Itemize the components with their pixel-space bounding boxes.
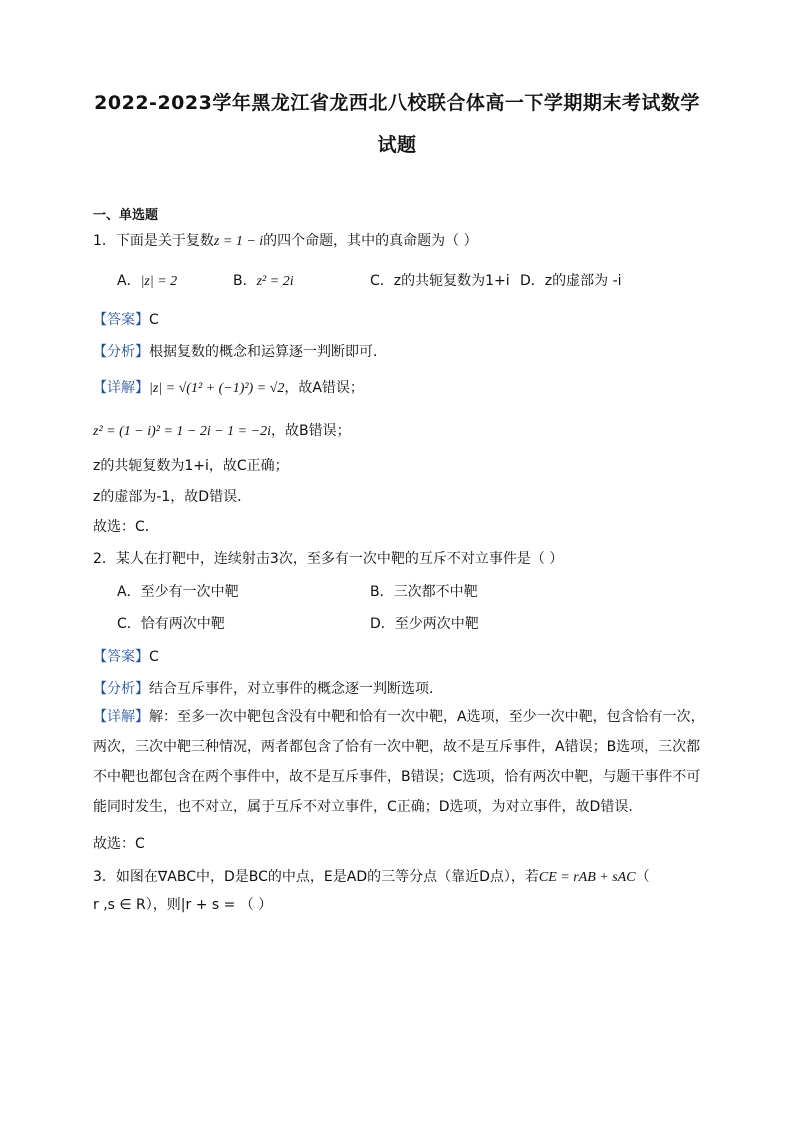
q1-detail-tag: 【详解】: [93, 380, 149, 396]
doc-title-line1: 2022-2023学年黑龙江省龙西北八校联合体高一下学期期末考试数学: [94, 92, 700, 114]
q1-option-a: [117, 270, 177, 290]
q1-conclusion: 故选：C．: [93, 519, 159, 535]
q1-option-b-math: z² = 2i: [256, 274, 294, 289]
q2-analysis: [93, 678, 433, 698]
doc-title-line2: 试题: [377, 134, 417, 156]
q1-option-c: [370, 270, 510, 290]
q3-stem-2: r ,s ∈ R），则|r + s = （ ）: [93, 897, 273, 913]
q1-analysis-text: 根据复数的概念和运算逐一判断即可．: [149, 344, 387, 360]
q1-detail-2-math: z² = (1 − i)² = 1 − 2i − 1 = −2i: [93, 424, 271, 439]
q1-option-a-math: |z| = 2: [140, 274, 178, 289]
q2-analysis-text: 结合互斥事件，对立事件的概念逐一判断选项.: [149, 681, 434, 697]
q1-detail-1: [93, 377, 364, 397]
q2-analysis-tag: 【分析】: [93, 681, 149, 697]
q3-stem-1-text: 3．如图在∇ABC中，D是BC的中点，E是AD的三等分点（靠近D点），若: [93, 869, 539, 885]
q1-stem-pre: 1．下面是关于复数: [93, 233, 214, 249]
q1-detail-2-text: ，故B错误；: [270, 423, 351, 439]
q2-detail-tag: 【详解】: [93, 709, 149, 725]
section-heading: 一、单选题: [93, 208, 159, 223]
q1-option-d-text: z的虚部为 -i: [544, 273, 622, 289]
q2-answer: [93, 646, 159, 666]
q1-detail-4: z的虚部为-1，故D错误．: [93, 489, 252, 505]
q2-answer-tag: 【答案】: [93, 649, 149, 665]
q2-answer-value: C: [149, 649, 159, 665]
q1-detail-3: z的共轭复数为1+i，故C正确；: [93, 458, 289, 474]
q1-option-d-label: D．: [520, 273, 545, 289]
q2-conclusion: 故选：C: [93, 836, 145, 852]
q1-option-b-label: B．: [233, 273, 257, 289]
q1-detail-1-text: ，故A错误；: [284, 380, 364, 396]
q2-option-c: C．恰有两次中靶: [117, 616, 225, 632]
q3-stem-1-end: （: [635, 869, 650, 885]
q1-answer-tag: 【答案】: [93, 312, 149, 328]
q2-option-a: A．至少有一次中靶: [117, 584, 239, 600]
q1-stem: [93, 230, 478, 250]
q2-option-b: B．三次都不中靶: [370, 584, 478, 600]
q2-option-d: D．至少两次中靶: [370, 616, 479, 632]
q1-option-a-label: A．: [117, 273, 141, 289]
q1-stem-math: z = 1 − i: [213, 234, 264, 249]
q1-answer-value: C: [149, 312, 159, 328]
q1-detail-2: [93, 420, 351, 440]
q2-detail-text: 解：至多一次中靶包含没有中靶和恰有一次中靶，A选项，至少一次中靶，包含恰有一次，两次，三次中靶三种情况，两者都包含了恰有一次中靶，故不是互斥事件，A错误；B选项，三次都不中靶也都包含在两个事件中，故不是互斥事件，B错误；C选项，恰有两次中靶，与题干事件不可能同时发生，也不对立，属于互斥不对立事件，C正确；D选项，为对立事件，故D错误.: [93, 709, 705, 815]
q1-option-b: [233, 270, 294, 290]
q1-option-c-text: z的共轭复数为1+i: [393, 273, 510, 289]
q1-detail-1-math: |z| = √(1² + (−1)²) = √2: [149, 381, 285, 396]
q1-option-d: [520, 270, 622, 290]
q1-answer: [93, 309, 159, 329]
q1-option-c-label: C．: [370, 273, 394, 289]
q1-analysis-tag: 【分析】: [93, 344, 149, 360]
q3-stem-1: [93, 866, 650, 886]
q1-stem-post: 的四个命题，其中的真命题为（ ）: [263, 233, 478, 249]
q1-analysis: [93, 341, 387, 361]
q3-stem-vector: CE = rAB + sAC: [538, 870, 636, 885]
q2-detail: [93, 702, 705, 822]
q2-stem: 2．某人在打靶中，连续射击3次，至多有一次中靶的互斥不对立事件是（ ）: [93, 551, 564, 567]
